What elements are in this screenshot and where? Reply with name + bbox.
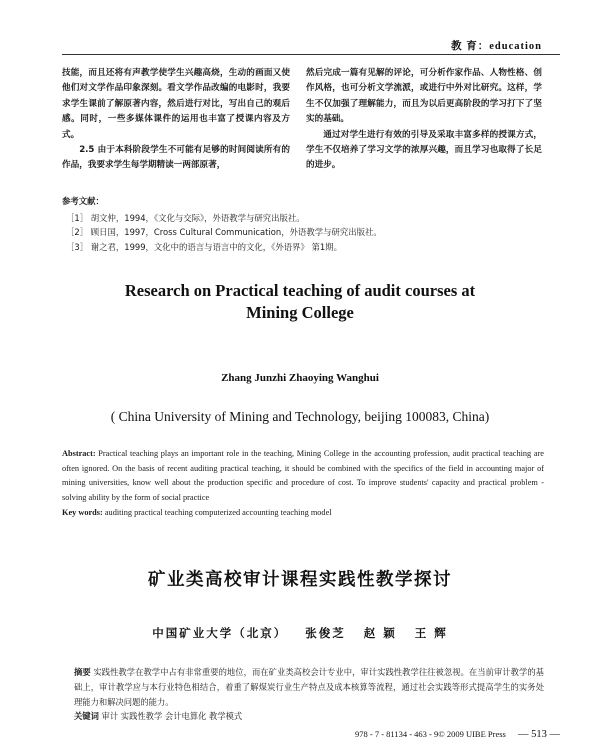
chinese-author-line bbox=[0, 625, 600, 641]
english-keywords bbox=[62, 506, 544, 521]
chinese-author-2: 赵 颖 bbox=[363, 626, 397, 640]
page-footer bbox=[355, 729, 560, 740]
reference-item-2: ［2］ 顾日国，1997，Cross Cultural Communication，外语教学与研究出版社。 bbox=[66, 227, 382, 238]
references-title: 参考文献： bbox=[62, 196, 104, 206]
chinese-author-1: 张俊芝 bbox=[305, 626, 346, 640]
chinese-keywords-text: 审计 实践性教学 会计电算化 教学模式 bbox=[98, 711, 243, 722]
chinese-abstract bbox=[62, 665, 544, 724]
chinese-keywords-label: 关键词 bbox=[74, 711, 99, 722]
body-column-left bbox=[62, 66, 290, 174]
left-paragraph-1: 技能，而且还将有声教学使学生兴趣高烧，生动的画面又使他们对文学作品印象深刻。看文学作品改编的电影时，我要求学生课前了解原著内容，然后进行对比，写出自己的观后感。同时，一些多媒体课件的运用也丰富了授课内容及方式。 bbox=[62, 68, 290, 140]
english-title bbox=[62, 280, 538, 324]
chinese-abstract-body bbox=[62, 665, 544, 709]
chinese-keywords bbox=[62, 709, 544, 724]
reference-item-1: ［1］ 胡文仲，1994，《文化与交际》，外语教学与研究出版社。 bbox=[66, 212, 305, 223]
english-title-line-2: Mining College bbox=[246, 303, 354, 322]
english-affiliation: ( China University of Mining and Technology, beijing 100083, China) bbox=[110, 409, 490, 424]
references bbox=[62, 194, 542, 254]
english-abstract-body bbox=[62, 447, 544, 505]
header-rule bbox=[62, 54, 560, 55]
chinese-affiliation: 中国矿业大学（北京） bbox=[152, 626, 288, 640]
chinese-title: 矿业类高校审计课程实践性教学探讨 bbox=[148, 570, 452, 590]
chinese-author-3: 王 辉 bbox=[414, 626, 448, 640]
english-authors: Zhang Junzhi Zhaoying Wanghui bbox=[221, 372, 379, 384]
left-paragraph-2: 2.5 由于本科阶段学生不可能有足够的时间阅读所有的作品，我要求学生每学期精读一两部原著， bbox=[62, 145, 290, 171]
keywords-text: auditing practical teaching computerized accounting teaching model bbox=[102, 508, 332, 517]
body-column-right bbox=[306, 66, 542, 174]
footer-isbn: 978 - 7 - 81134 - 463 - 9© 2009 UIBE Press bbox=[355, 729, 506, 739]
keywords-label: Key words: bbox=[62, 508, 103, 517]
running-header: 教 育：education bbox=[451, 41, 542, 52]
english-title-line-1: Research on Practical teaching of audit courses at bbox=[124, 281, 476, 300]
english-abstract bbox=[62, 447, 544, 521]
reference-item-3: ［3］ 谢之君，1999，文化中的语言与语言中的文化，《外语界》 第1期。 bbox=[66, 241, 342, 252]
chinese-abstract-label: 摘要 bbox=[74, 667, 91, 677]
right-paragraph-1: 然后完成一篇有见解的评论，可分析作家作品、人物性格、创作风格，也可分析文学流派，或进行中外对比研究。这样，学生不仅加强了理解能力，而且为以后更高阶段的学习打下了坚实的基础。 bbox=[306, 68, 542, 125]
abstract-label: Abstract: bbox=[62, 449, 96, 458]
chinese-abstract-text: 实践性教学在教学中占有非常重要的地位，而在矿业类高校会计专业中，审计实践性教学往往被忽视。在当前审计教学的基础上，审计教学应与本行业特色相结合，着重了解煤炭行业生产特点及成本核算等流程，通过社会实践等形式提高学生的实务处理能力和解决问题的能力。 bbox=[74, 667, 544, 707]
right-paragraph-2: 通过对学生进行有效的引导及采取丰富多样的授课方式，学生不仅培养了学习文学的浓厚兴趣，而且学习也取得了长足的进步。 bbox=[306, 129, 542, 171]
abstract-text: Practical teaching plays an important role in the teaching, Mining College in the accounting profession, audit practical teaching are often ignored. On the basis of recent auditing practical teaching, it should be combined with the specifics of the field in accounting major of mining universities, know well about the production specific and procedure of cost. To improve students' capacity and practical problem - solving ability by the form of social practice bbox=[62, 449, 544, 502]
page-number: — 513 — bbox=[518, 729, 560, 740]
